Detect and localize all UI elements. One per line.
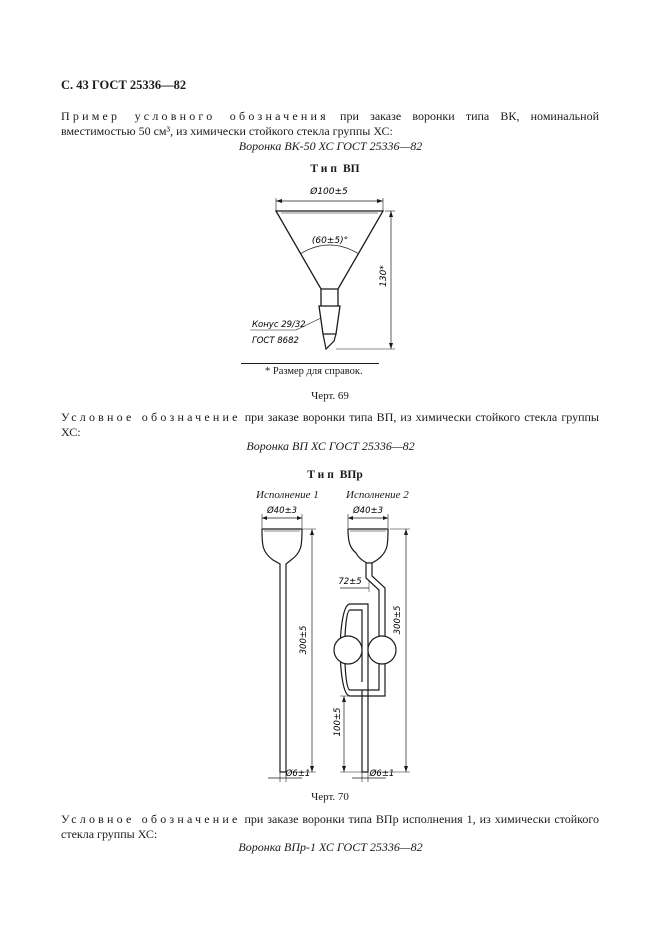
- exec2-top-dim-text: Ø40±3: [352, 506, 384, 516]
- exec2-bulb-left: [334, 636, 362, 664]
- paragraph-designation-vpr: [61, 812, 599, 842]
- dim-angle-text: (60±5)°: [311, 236, 349, 246]
- funnel-outline: [276, 211, 383, 289]
- exec2-drawing: [334, 514, 410, 782]
- exec2-offset-dim-text: 72±5: [338, 577, 362, 587]
- exec1-length-dim-text: 300±5: [299, 625, 309, 655]
- paragraph-text: при заказе воронки типа ВПр исполнения 1, из химически стойкого стекла группы ХС:: [61, 812, 599, 841]
- exec1-bottom-dim-text: Ø6±1: [285, 769, 311, 779]
- exec2-bulb-right: [368, 636, 396, 664]
- exec2-funnel: [348, 529, 388, 563]
- fig69-title-code: ВП: [342, 163, 360, 175]
- exec1-funnel: [262, 529, 302, 772]
- dim-diameter-text: Ø100±5: [310, 187, 348, 197]
- exec2-loop-outer: [340, 604, 385, 772]
- exec2-label: Исполнение 2: [346, 489, 409, 501]
- fig70-title-code: ВПр: [339, 469, 363, 481]
- paragraph-text: при заказе воронки типа ВП, из химически стойкого стекла группы ХС:: [61, 410, 599, 439]
- spaced-lead: Условное обозначение: [61, 812, 241, 826]
- dim-height-text: 130*: [379, 265, 389, 287]
- designation-vk: Воронка ВК-50 ХС ГОСТ 25336—82: [238, 139, 423, 153]
- page-header: С. 43 ГОСТ 25336—82: [61, 78, 187, 92]
- exec1-label: Исполнение 1: [256, 489, 319, 501]
- fig70-caption: Черт. 70: [311, 791, 349, 803]
- footnote-rule: [241, 363, 379, 364]
- funnel-tip: [323, 334, 336, 349]
- designation-vpr: Воронка ВПр-1 ХС ГОСТ 25336—82: [238, 840, 423, 854]
- fig69-caption: Черт. 69: [311, 390, 349, 402]
- designation-vp: Воронка ВП ХС ГОСТ 25336—82: [246, 439, 415, 453]
- paragraph-designation-vp: [61, 410, 599, 440]
- dim-angle-arc: [300, 245, 359, 254]
- fig70-title: [280, 469, 390, 481]
- paragraph-text: при заказе воронки типа ВК, номинальной вместимостью 50 см³, из химически стойкого стекла группы ХС:: [61, 109, 599, 138]
- spaced-lead: Условное обозначение: [61, 410, 241, 424]
- exec2-length-dim-text: 300±5: [393, 605, 403, 635]
- fig69-footnote: * Размер для справок.: [265, 366, 363, 377]
- exec2-lower-dim-text: 100±5: [333, 707, 343, 737]
- cone-joint: [319, 306, 340, 334]
- fig69-title-type: Тип: [310, 163, 341, 175]
- spaced-lead: Пример условного обозначения: [61, 109, 329, 123]
- fig70-title-type: Тип: [307, 469, 337, 481]
- funnel-stem: [321, 289, 338, 306]
- exec1-top-dim-text: Ø40±3: [266, 506, 298, 516]
- cone-label: Конус 29/32: [252, 320, 306, 330]
- cone-standard: ГОСТ 8682: [252, 336, 299, 346]
- exec2-bottom-dim-text: Ø6±1: [369, 769, 395, 779]
